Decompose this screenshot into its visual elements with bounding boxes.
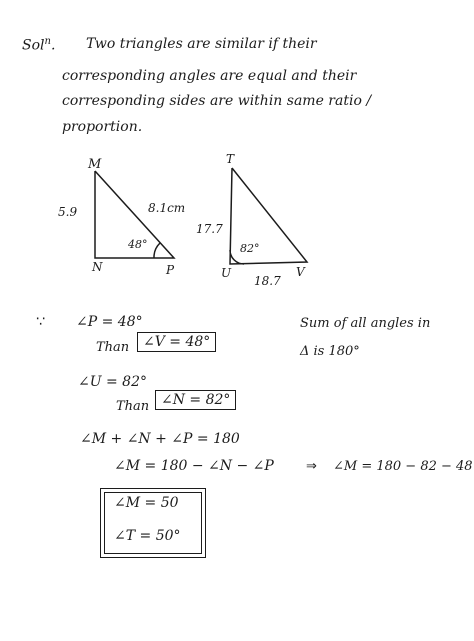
angle-u-equation: ∠U = 82° xyxy=(78,374,147,390)
angle-m-calculation: ∠M = 180 − 82 − 48 xyxy=(333,459,473,474)
side-note-line-1: Sum of all angles in xyxy=(300,316,431,331)
definition-line-1: Two triangles are similar if their xyxy=(86,36,317,52)
angle-p-equation: ∠P = 48° xyxy=(76,314,143,330)
vertex-v-label: V xyxy=(296,265,305,279)
then-word-1: Than xyxy=(96,340,130,355)
vertex-p-label: P xyxy=(166,263,175,277)
angle-p-value: 48° xyxy=(128,238,148,251)
vertex-n-label: N xyxy=(92,260,103,274)
result-angle-t: ∠T = 50° xyxy=(114,528,181,544)
angle-m-expression: ∠M = 180 − ∠N − ∠P xyxy=(114,458,274,474)
definition-line-4: proportion. xyxy=(62,119,143,135)
angle-u-value: 82° xyxy=(240,242,260,255)
side-uv-length: 18.7 xyxy=(254,274,281,288)
solution-heading: Sol$^n$. xyxy=(22,36,56,54)
side-tu-length: 17.7 xyxy=(196,222,223,236)
implies-arrow: ⇒ xyxy=(306,459,317,474)
side-mn-length: 5.9 xyxy=(58,205,78,219)
because-symbol: ∵ xyxy=(36,314,45,330)
side-note-line-2: Δ is 180° xyxy=(300,344,360,359)
vertex-m-label: M xyxy=(88,157,102,172)
then-word-2: Than xyxy=(116,399,150,414)
angle-n-boxed-result: ∠N = 82° xyxy=(155,390,236,410)
angle-v-boxed-result: ∠V = 48° xyxy=(137,332,216,352)
angle-p-arc xyxy=(154,243,160,258)
definition-line-2: corresponding angles are equal and their xyxy=(62,68,357,84)
vertex-t-label: T xyxy=(226,152,235,166)
side-mp-length: 8.1cm xyxy=(148,201,186,215)
vertex-u-label: U xyxy=(221,266,232,280)
angle-sum-equation: ∠M + ∠N + ∠P = 180 xyxy=(80,431,240,447)
definition-line-3: corresponding sides are within same ratio / xyxy=(62,93,372,109)
result-angle-m: ∠M = 50 xyxy=(114,495,179,511)
